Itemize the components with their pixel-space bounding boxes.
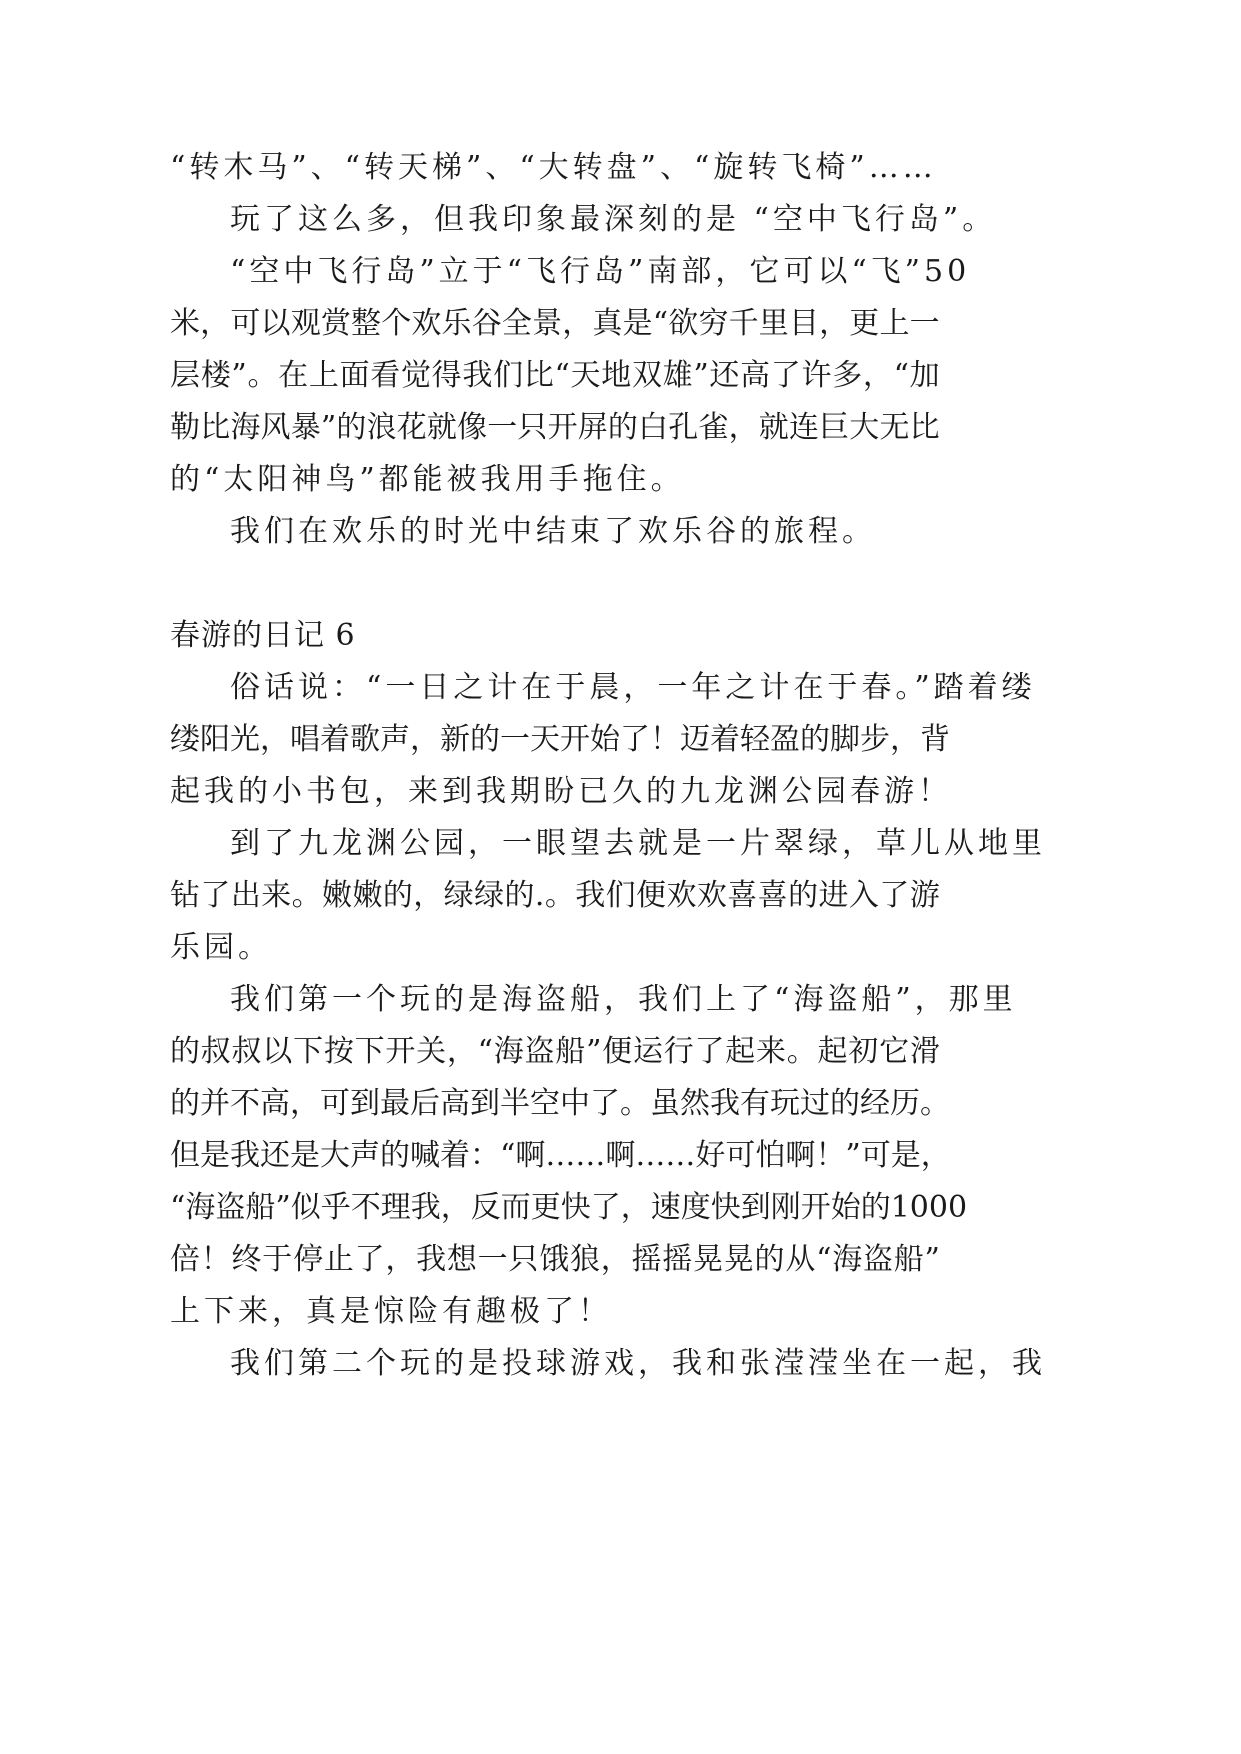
text-line: 倍 ！ 终 于 停 止 了 ， 我 想 一 只 饿 狼 ， 摇 摇 晃 晃 的 从 “ 海 盗 船 ” [170, 1242, 940, 1277]
paragraph-line: 我们第一个玩的是海盗船，我们上了“海盗船”，那里 [230, 982, 1017, 1017]
text-line: “转木马”、“转天梯”、“大转盘”、“旋转飞椅”…… [170, 150, 937, 185]
text-line: 乐园。 [170, 930, 272, 965]
paragraph-line: 我们第二个玩的是投球游戏，我和张滢滢坐在一起，我 [230, 1346, 1046, 1381]
paragraph-line: 到了九龙渊公园，一眼望去就是一片翠绿，草儿从地里 [230, 826, 1046, 861]
paragraph-line: “空中飞行岛”立于“飞行岛”南部，它可以“飞”50 [230, 254, 971, 289]
text-line: 的 叔 叔 以 下 按 下 开 关 ， “ 海 盗 船 ” 便 运 行 了 起 来 。 起 初 它 滑 [170, 1034, 940, 1069]
text-line: 的“太阳神鸟”都能被我用手拖住。 [170, 462, 685, 497]
text-line: 层 楼 ” 。 在 上 面 看 觉 得 我 们 比 “ 天 地 双 雄 ” 还 高 了 许 多 ， “ 加 [170, 358, 940, 393]
paragraph-line: 我们在欢乐的时光中结束了欢乐谷的旅程。 [230, 514, 876, 549]
text-line: “ 海 盗 船 ” 似 乎 不 理 我 ， 反 而 更 快 了 ， 速 度 快 到 刚 开 始 的 1 0 0 0 [170, 1190, 968, 1225]
text-line: 上下来，真是惊险有趣极了！ [170, 1294, 612, 1329]
paragraph-line: 俗话说：“一日之计在于晨，一年之计在于春。”踏着缕 [230, 670, 1036, 705]
text-line: 钻 了 出 来 。 嫩 嫩 的 ， 绿 绿 的 . 。 我 们 便 欢 欢 喜 喜 的 进 入 了 游 [170, 878, 940, 913]
text-line: 缕 阳 光 ， 唱 着 歌 声 ， 新 的 一 天 开 始 了 ！ 迈 着 轻 盈 的 脚 步 ， 背 [170, 722, 950, 757]
text-line: 米 ， 可 以 观 赏 整 个 欢 乐 谷 全 景 ， 真 是 “ 欲 穷 千 里 目 ， 更 上 一 [170, 306, 940, 341]
section-heading: 春游的日记 6 [170, 618, 356, 653]
paragraph-line: 玩了这么多，但我印象最深刻的是 “空中飞行岛”。 [230, 202, 997, 237]
text-line: 的 并 不 高 ， 可 到 最 后 高 到 半 空 中 了 。 虽 然 我 有 玩 过 的 经 历 。 [170, 1086, 950, 1121]
text-line: 起我的小书包，来到我期盼已久的九龙渊公园春游！ [170, 774, 952, 809]
text-line: 但 是 我 还 是 大 声 的 喊 着 ： “ 啊 … … 啊 … … 好 可 怕 啊 ！ ” 可 是 ， [170, 1138, 951, 1173]
text-line: 勒 比 海 风 暴 ” 的 浪 花 就 像 一 只 开 屏 的 白 孔 雀 ， 就 连 巨 大 无 比 [170, 410, 940, 445]
